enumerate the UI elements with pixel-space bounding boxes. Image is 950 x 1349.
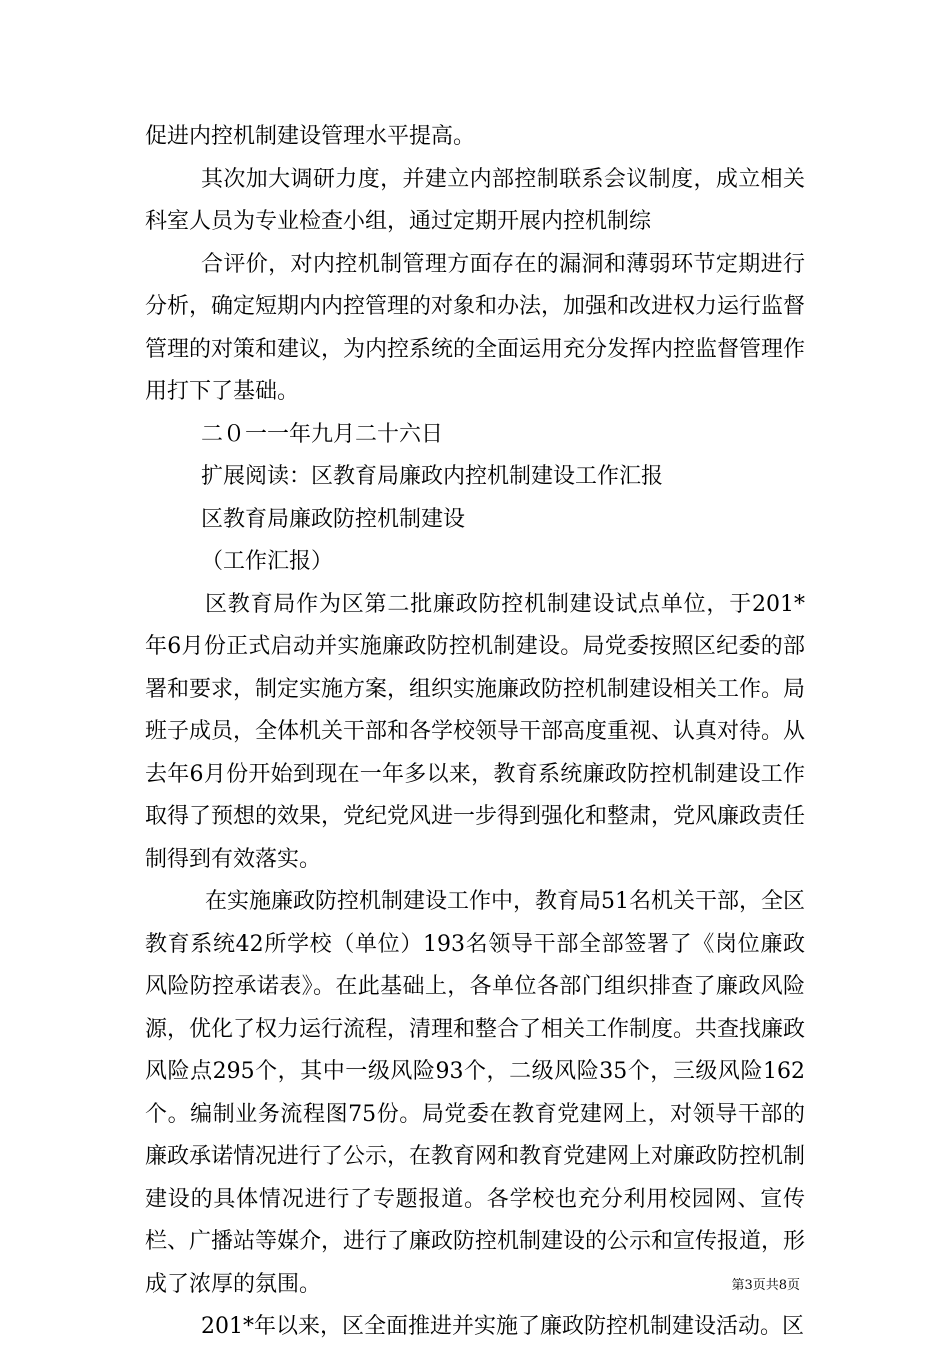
report-title: 区教育局廉政防控机制建设: [201, 506, 466, 532]
paragraph-6: 201*年以来，区全面推进并实施了廉政防控机制建设活动。区: [201, 1314, 804, 1339]
document-body: [145, 116, 805, 1349]
report-subtitle: （工作汇报）: [201, 549, 334, 574]
extended-reading-title: 扩展阅读：区教育局廉政内控机制建设工作汇报: [201, 464, 664, 489]
date-line: 二０一一年九月二十六日: [201, 421, 444, 447]
paragraph-3: 合评价，对内控机制管理方面存在的漏洞和薄弱环节定期进行分析，确定短期内内控管理的对象和办法，加强和改进权力运行监督管理的对策和建议，为内控系统的全面运用充分发挥内控监督管理作用打下了基础。: [145, 251, 806, 404]
paragraph-2: 其次加大调研力度，并建立内部控制联系会议制度，成立相关科室人员为专业检查小组，通过定期开展内控机制综: [145, 166, 805, 234]
paragraph-5: 在实施廉政防控机制建设工作中，教育局51名机关干部，全区教育系统42所学校（单位）193名领导干部全部签署了《岗位廉政风险防控承诺表》。在此基础上，各单位各部门组织排查了廉政风险源，优化了权力运行流程，清理和整合了相关工作制度。共查找廉政风险点295个，其中一级风险93个，二级风险35个，三级风险162个。编制业务流程图75份。局党委在教育党建网上，对领导干部的廉政承诺情况进行了公示，在教育网和教育党建网上对廉政防控机制建设的具体情况进行了专题报道。各学校也充分利用校园网、宣传栏、广播站等媒介，进行了廉政防控机制建设的公示和宣传报道，形成了浓厚的氛围。: [145, 889, 806, 1297]
paragraph-1: 促进内控机制建设管理水平提高。: [145, 124, 476, 149]
page-number: 第3页共8页: [731, 1278, 800, 1293]
paragraph-4: 区教育局作为区第二批廉政防控机制建设试点单位，于201*年6月份正式启动并实施廉政防控机制建设。局党委按照区纪委的部署和要求，制定实施方案，组织实施廉政防控机制建设相关工作。局班子成员，全体机关干部和各学校领导干部高度重视、认真对待。从去年6月份开始到现在一年多以来，教育系统廉政防控机制建设工作取得了预想的效果，党纪党风进一步得到强化和整肃，党风廉政责任制得到有效落实。: [145, 591, 806, 872]
